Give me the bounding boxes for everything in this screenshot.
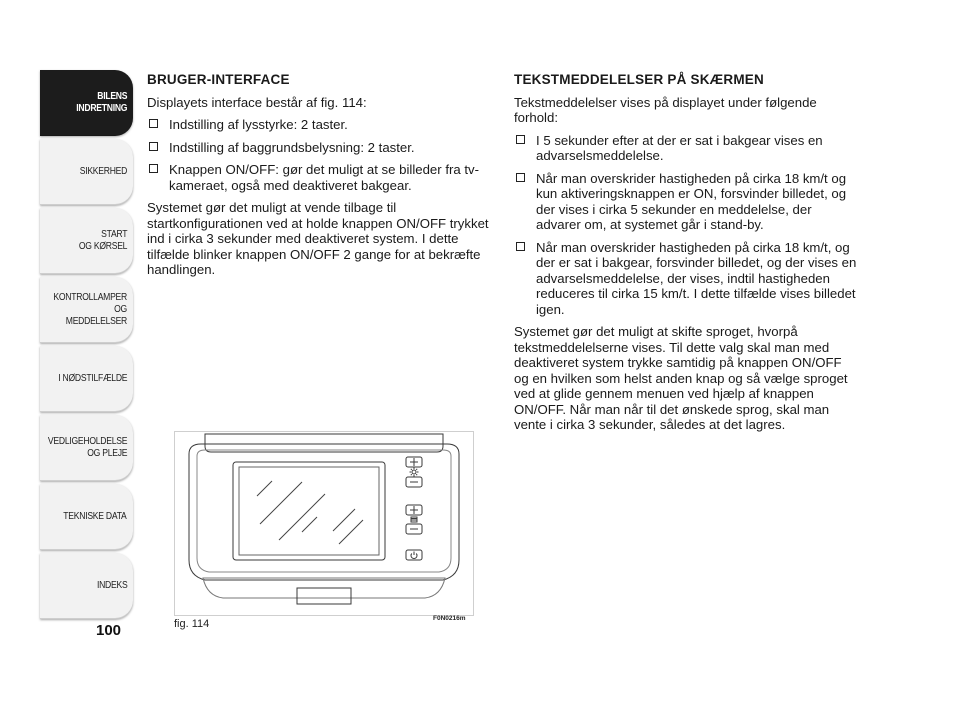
list-item: Knappen ON/OFF: gør det muligt at se billeder fra tv-kameraet, også med deaktiveret bakgear. (147, 162, 492, 193)
list-item: Indstilling af baggrundsbelysning: 2 taster. (147, 140, 492, 156)
display-drawing (175, 432, 473, 615)
display-bottom-tab (297, 588, 351, 604)
screen-frame (233, 462, 385, 560)
section-heading-tekstmeddelelser: TEKSTMEDDELELSER PÅ SKÆRMEN (514, 72, 764, 87)
plus-icon (410, 506, 418, 514)
tab-label: SIKKERHED (79, 166, 127, 177)
sun-icon (410, 468, 419, 477)
bullet-list (147, 117, 492, 193)
right-column (514, 72, 859, 440)
tab-sikkerhed[interactable] (40, 139, 133, 205)
power-icon (411, 552, 417, 559)
list-item: Når man overskrider hastigheden på cirka 18 km/t, og der er sat i bakgear, forsvinder billedet, og der vises en advarselsmeddelelse, der vises, indtil hastigheden reduceres til cirka 15 km/t. I dette tilfælde vises billedet igen. (514, 240, 859, 318)
backlight-icon (411, 517, 417, 522)
intro-text: Displayets interface består af fig. 114: (147, 94, 367, 110)
bullet-list (514, 133, 859, 318)
tab-label: VEDLIGEHOLDELSE OG PLEJE (47, 436, 127, 459)
screen-glare-lines (257, 481, 363, 544)
display-top-housing (205, 434, 443, 452)
list-item: Når man overskrider hastigheden på cirka 18 km/t og kun aktiveringsknappen er ON, forsvinder billedet, og der vises i cirka 5 sekunder en meddelelse, der advarer om, at systemet går i stand-by. (514, 171, 859, 233)
tab-indeks[interactable] (40, 553, 133, 619)
body-paragraph: Systemet gør det muligt at vende tilbage til startkonfigurationen ved at holde knappen ON/OFF trykket ind i cirka 3 sekunder med deaktiveret system. I dette tilfælde blinker knappen ON/OFF 2 gange for at bekræfte handlingen. (147, 200, 489, 277)
tab-label: INDEKS (96, 580, 127, 591)
tab-label: I NØDSTILFÆLDE (57, 373, 127, 384)
screen-glass (239, 467, 379, 555)
figure-code: F0N0216m (433, 615, 466, 622)
tab-vedligeholdelse[interactable] (40, 415, 133, 481)
body-paragraph: Systemet gør det muligt at skifte sproget, hvorpå tekstmeddelelserne vises. Til dette valg skal man med deaktiveret system trykke samtidig på knappen ON/OFF og en hvilken som helst anden knap og så vælge sproget ved at glide gennem menuen ved hjælp af knappen ON/OFF. Når man når til det ønskede sprog, skal man vente i cirka 3 sekunder, således at det lagres. (514, 324, 848, 432)
tab-kontrollamper[interactable] (40, 277, 133, 343)
intro-text: Tekstmeddelelser vises på displayet under følgende forhold: (514, 94, 817, 125)
plus-icon (410, 458, 418, 466)
display-inner-bezel (197, 450, 451, 572)
tab-start-og-korsel[interactable] (40, 208, 133, 274)
section-heading-bruger-interface: BRUGER-INTERFACE (147, 72, 290, 87)
tab-label: TEKNISKE DATA (63, 511, 127, 522)
page-number: 100 (96, 622, 122, 639)
tab-label: BILENS INDRETNING (76, 91, 127, 114)
tab-i-nodstilfaelde[interactable] (40, 346, 133, 412)
tab-label: START OG KØRSEL (78, 229, 127, 252)
tab-label: KONTROLLAMPER OG MEDDELELSER (53, 292, 127, 327)
list-item: Indstilling af lysstyrke: 2 taster. (147, 117, 492, 133)
tab-tekniske-data[interactable] (40, 484, 133, 550)
figure-caption: fig. 114 (174, 618, 210, 630)
tab-bilens-indretning[interactable] (40, 70, 133, 136)
figure-114-display-illustration (174, 431, 474, 616)
list-item: I 5 sekunder efter at der er sat i bakgear vises en advarselsmeddelelse. (514, 133, 859, 164)
left-column (147, 72, 492, 285)
